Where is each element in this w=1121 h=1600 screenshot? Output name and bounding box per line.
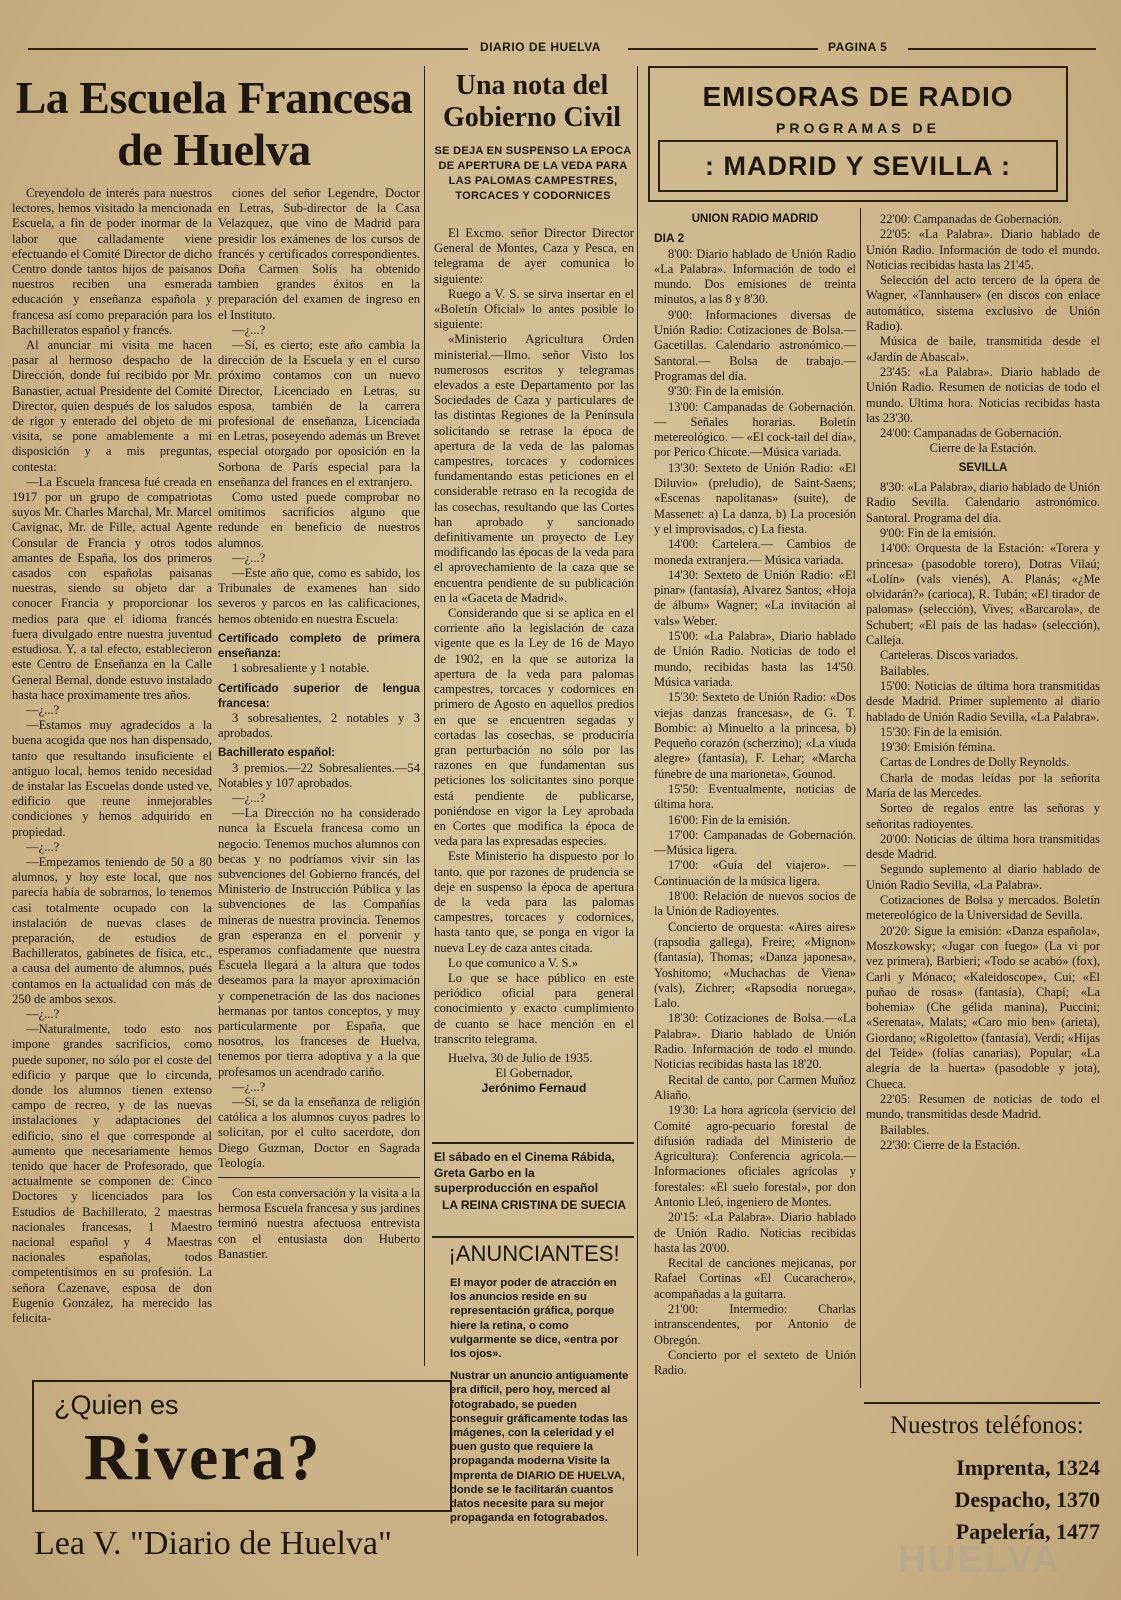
separator xyxy=(218,1177,420,1178)
program-item: Carteleras. Discos variados. xyxy=(880,648,1019,663)
program-item: Segundo suplemento al diario hablado de Unión Radio Sevilla, «La Palabra». xyxy=(866,862,1100,892)
paragraph: —Sí, se da la enseñanza de religión católica a los alumnos cuyos padres lo solicitan, por el culto sacerdote, don Diego Guzman, Doctor en Sagrada Teología. xyxy=(218,1094,420,1170)
paragraph: Al anunciar mi visita me hacen pasar al hermoso despacho de la Dirección, donde fuí recibido por Mr. Banastier, actual Presidente del Comité Director, quien después de los saludos de rigor y enterado del objeto de mi visita, se pone amablemente a mi disposición y a mis preguntas, contesta: xyxy=(12,338,212,474)
column-rule-2 xyxy=(637,66,638,1556)
anunciantes-body xyxy=(450,1276,630,1566)
program-item: 15'30: Sexteto de Unión Radio: «Dos viejas danzas francesas», de G. T. Bombic: a) Minuelto a la princesa, b) Pequeño corazón (scherzino); «La viuda alegre» (fantasía), F. Lehar; «Marcha fúnebre de una marioneta», Gounod. xyxy=(654,690,856,781)
paragraph: —La Escuela francesa fué creada en 1917 por un grupo de compatriotas suyos Mr. Charles Marchal, Mr. Marcel Cavignac, Mr. de Fille, actual Agente Consular de Francia y otros todos amantes de España, los dos primeros casados con españolas paisanas nuestras, siendo su objeto dar a conocer Francia y proporcionar los medios para que el idioma francés fuera divulgado entre nuestra juventud estudiosa. Y, a tal efecto, establecieron este Centro de Enseñanza en la Calle General Bernal, donde estuvo instalado hasta hace proximamente tres años. xyxy=(12,474,212,702)
program-item: 16'00: Fin de la emisión. xyxy=(668,812,791,827)
telefonos-title: Nuestros teléfonos: xyxy=(890,1412,1084,1439)
nota-headline xyxy=(430,70,634,142)
paragraph: El Excmo. señor Director Director General de Montes, Caza y Pesca, en telegrama de ayer comunica lo siguiente: xyxy=(434,226,634,286)
cinema-film-title: LA REINA CRISTINA DE SUECIA xyxy=(441,1198,626,1212)
program-item: 17'00: «Guía del viajero». — Continuación de la música ligera. xyxy=(654,858,856,888)
paragraph: Este Ministerio ha dispuesto por lo tanto, que por razones de prudencia se deje en suspenso la época de apertura de la veda para las palomas campestres, torcaces y codornices, hasta tanto que, se ponga en vigor la nueva Ley de caza antes citada. xyxy=(434,849,634,955)
program-item: 22'05: Resumen de noticias de todo el mundo, transmitidas desde Madrid. xyxy=(866,1091,1100,1122)
program-item: Concierto por el sexteto de Unión Radio. xyxy=(654,1347,856,1378)
program-item: 14'30: Sexteto de Unión Radio: «El pinar» (fantasía), Alvarez Santos; «Hoja de álbum» Wagner; «La invitación al vals» Weber. xyxy=(654,567,856,628)
telefono-imprenta: Imprenta, 1324 xyxy=(956,1455,1100,1480)
paragraph: —Sí, es cierto; este año cambia la dirección de la Escuela y en el curso próximo contamos con un nuevo Director, Licenciado en Letras, su esposa, también de la carrera profesional de enseñanza, Licenciada en Letras, poseyendo además un Brevet especial otorgado por oposición en la Sorbona de París especial para la enseñanza del frances en el extranjero. xyxy=(218,338,420,489)
paragraph: —La Dirección no ha considerado nunca la Escuela francesa como un negocio. Tenemos muchos alumnos con becas y no podríamos vivir sin las subvenciones del Gobierno francés, del Ministerio de Instrucción Pública y las subvenciones de las Compañías mineras de nuestra provincia. Tenemos gran esperanza en el porvenir y esperamos confiadamente que nuestra Escuela llegará a la altura que todos deseamos para la mayor aproximación y compenetración de las dos naciones hermanas por tantos conceptos, y muy particularmente por España, que nosotros, los franceses de Huelva, tenemos por tierra adoptiva y a la que profesamos un acendrado cariño. xyxy=(218,806,420,1079)
paragraph: —Empezamos teniendo de 50 a 80 alumnos, y hoy este local, que nos parecía había de sobrarnos, lo tenemos casi totalmente ocupado con la instalación de nuevas clases de preparación, de estudios de Bachilleratos, gabinetes de física, etc., a causa del aumento de alumnos, pués contamos en la actualidad con más de 250 de ambos sexos. xyxy=(12,854,212,1006)
question-mark-line: —¿...? xyxy=(232,790,266,805)
cert2-result: 3 sobresalientes, 2 notables y 3 aprobados. xyxy=(218,710,420,741)
telefono-despacho: Despacho, 1370 xyxy=(954,1487,1100,1512)
paragraph: Ruego a V. S. se sirva insertar en el «Boletín Oficial» lo antes posible lo siguiente: xyxy=(434,286,634,332)
telefonos-list xyxy=(880,1452,1100,1548)
sevilla-heading: SEVILLA xyxy=(958,461,1008,474)
escuela-column-2 xyxy=(218,186,420,1366)
question-mark-line: —¿...? xyxy=(232,550,266,565)
nota-signer: Jerónimo Fernaud xyxy=(481,1081,587,1096)
escuela-title-line2: de Huelva xyxy=(117,124,311,175)
question-mark-line: —¿...? xyxy=(26,1006,60,1021)
program-item: 22'30: Cierre de la Estación. xyxy=(880,1137,1021,1152)
program-item: 20'00: Noticias de última hora transmitidas desde Madrid. xyxy=(866,831,1100,862)
nota-body xyxy=(434,226,634,1106)
program-item: 21'00: Intermedio: Charlas intranscendentes, por Antonio de Obregón. xyxy=(654,1302,856,1347)
head-rule-right xyxy=(908,48,1096,50)
program-item: 14'00: Cartelera.— Cambios de moneda extranjera.— Música variada. xyxy=(654,537,856,567)
program-item: 20'15: «La Palabra». Diario hablado de Unión Radio. Noticias recibidas hasta las 20'00. xyxy=(654,1210,856,1255)
program-item: 14'00: Orquesta de la Estación: «Torera y princesa» (pasodoble torero), Dotras Vilaú; «Lolín» (vals vienés), A. Planás; «¿Me olvidarán?» (carioca), R. Tubán; «El tirador de palomas» (selección), Vives; «Barcarola», de Schubert; «El país de las hadas» (selección), Calleja. xyxy=(866,541,1100,648)
program-item: Música de baile, transmitida desde el «Jardín de Abascal». xyxy=(866,334,1100,364)
escuela-title-line1: La Escuela Francesa xyxy=(15,72,413,123)
program-item: 22'00: Campanadas de Gobernación. xyxy=(880,212,1062,226)
paragraph: ciones del señor Legendre, Doctor en Letras, Sub-director de la Casa Velazquez, que vino de Madrid para presidir los exámenes de los cursos de francés y certificados correspondientes. Doña Carmen Solís ha obtenido tambien grandes éxitos en la preparación del examen de ingreso en el Instituto. xyxy=(218,186,420,322)
running-head xyxy=(28,38,1096,60)
nota-subtitle: SE DEJA EN SUSPENSO LA EPOCA DE APERTURA DE LA VEDA PARA LAS PALOMAS CAMPESTRES, TORCACES Y CODORNICES xyxy=(434,145,632,202)
paragraph: —Estamos muy agradecidos a la buena acogida que nos han dispensado, tanto que resultando insuficiente el antiguo local, hemos tenido necesidad de instalar las Escuelas donde usted ve, edificio que reune inmejorables condiciones y hemos adquirido en propiedad. xyxy=(12,718,212,839)
dia-heading: DIA 2 xyxy=(654,231,685,246)
program-item: 19'30: Emisión fémina. xyxy=(880,740,996,755)
program-item: 15'30: Fin de la emisión. xyxy=(880,724,1003,739)
escuela-column-1 xyxy=(12,186,212,1366)
rivera-ad xyxy=(32,1380,452,1512)
program-item: 8'30: «La Palabra», diario hablado de Unión Radio Sevilla. Calendario astronómico. Santoral. Programa del día. xyxy=(866,480,1100,525)
nota-signer-role: El Gobernador, xyxy=(495,1066,573,1081)
program-item: 18'00: Relación de nuevos socios de la Unión de Radioyentes. xyxy=(654,889,856,919)
bach-title: Bachillerato español: xyxy=(218,746,336,760)
paragraph: Lo que comunico a V. S.» xyxy=(448,955,579,970)
madrid-heading: UNION RADIO MADRID xyxy=(691,213,819,225)
nota-date: Huelva, 30 de Julio de 1935. xyxy=(448,1050,593,1065)
paragraph: —Naturalmente, todo esto nos impone grandes sacrificios, como puede suponer, no sólo por el coste del edificio y parque que lo circunda, donde los alumnos tienen extenso campo de recreo, y de las nuevas instalaciones y adaptaciones del edificio, sino el que corresponde al aumento que necesariamente hemos tenido que hacer de Profesorado, que actualmente se componen de: Cinco Doctores y licenciados para los Estudios de Bachillerato, 2 maestras nacionales francesas, 1 Maestro nacional español y 4 Maestras nacionales españolas, todos competentísimos en su profesión. La señora Cazenave, esposa de don Eugenio González, ha merecido las felicita- xyxy=(12,1022,212,1326)
program-item: Concierto de orquesta: «Aires aires» (rapsodia gallega), Freire; «Mignon» (fantasía), Thomas; «Danza japonesa», Yoshitomo; «Muchachas de Viena» (vals), Zichrer; «Rapsodia noruega», Lalo. xyxy=(654,919,856,1011)
program-item: Charla de modas leídas por la señorita María de las Mercedes. xyxy=(866,770,1100,800)
anunciantes-title: ¡ANUNCIANTES! xyxy=(448,1241,620,1266)
program-item: 13'30: Sexteto de Unión Radio: «El Diluvio» (preludio), de Saint-Saens; «Escenas napolitanas» (suite), de Massenet: a) La danza, b) La procesión y el improvisados, c) La fiesta. xyxy=(654,460,856,536)
paragraph: «Ministerio Agricultura Orden ministerial.—Ilmo. señor Visto los numerosos escritos y telegramas elevados a este Departamento por las Sociedades de Caza y particulares de las distintas Regiones de la Península solicitando se retrase la época de apertura de la veda de las palomas campestres, torcaces y codornices fundamentando estas peticiones en el considerable retraso en la recogida de las cosechas, resultando que las Cortes han aprobado y sancionado definitivamente un proyecto de Ley modificando las épocas de la veda para el aprovechamiento de la caza que se encuentra pendiente de su publicación en la «Gaceta de Madrid». xyxy=(434,332,634,605)
program-item: 9'00: Fin de la emisión. xyxy=(880,525,997,540)
madrid-program xyxy=(654,212,856,1564)
emisoras-sub: PROGRAMAS DE xyxy=(776,120,940,136)
newspaper-name: DIARIO DE HUELVA xyxy=(480,40,601,54)
anunciantes-p2: Nustrar un anuncio antiguamente era difícil, pero hoy, merced al fotograbado, se pueden conseguir gráficamente todas las imágenes, con la celeridad y el buen gusto que requiere la propaganda moderna Visite la Imprenta de DIARIO DE HUELVA, donde se le facilitarán cuantos datos necesite para su mejor propaganda en fotograbados. xyxy=(450,1370,629,1525)
nota-title: Una nota del Gobierno Civil xyxy=(442,70,622,133)
program-item: 15'00: «La Palabra», Diario hablado de Unión Radio. Noticias de todo el mundo, recibidas hasta las 14'50. Música variada. xyxy=(654,629,856,689)
paragraph: Como usted puede comprobar no omitimos sacrificios alguno que redunde en beneficio de nuestros alumnos. xyxy=(218,490,420,550)
emisoras-box xyxy=(648,66,1068,202)
cert1-title: Certificado completo de primera enseñanza: xyxy=(218,631,420,661)
question-mark-line: —¿...? xyxy=(232,1079,266,1094)
page-number: PAGINA 5 xyxy=(828,40,888,54)
program-item: 15'50: Eventualmente, noticias de última hora. xyxy=(654,781,856,812)
program-item: 15'00: Noticias de última hora transmitidas desde Madrid. Primer suplemento al diario hablado de Unión Radio Sevilla, «La Palabra». xyxy=(866,678,1100,724)
column-rule-1 xyxy=(424,66,425,1366)
separator xyxy=(432,1142,634,1144)
closing-paragraph: Con esta conversación y la visita a la hermosa Escuela francesa y sus jardines terminó nuestra afectuosa entrevista con el entusiasta don Huberto Banastier. xyxy=(218,1186,420,1261)
program-item: 17'00: Campanadas de Gobernación.—Música ligera. xyxy=(654,827,856,858)
paragraph: Considerando que si se aplica en el corriente año la legislación de caza vigente que es la Ley de 16 de Mayo de 1902, en la que se autoriza la apertura de la veda para palomas campestres, torcaces y codornices en primero de Agosto en aquellos predios en que se encuentren segadas y cortadas las cosechas, se produciría gran perturbación no sólo por las razones en que fundamentan sus peticiones los solicitantes sino porque está pendiente de publicarse, poniéndose en vigor la Ley aprobada en Cortes que modifica la época de veda para las expresadas especies. xyxy=(434,606,634,849)
program-item: 22'05: «La Palabra». Diario hablado de Unión Radio. Información de todo el mundo. Noticias recibidas hasta las 21'45. xyxy=(866,227,1100,272)
head-rule-mid xyxy=(628,48,818,50)
program-item: 24'00: Campanadas de Gobernación. xyxy=(880,426,1062,441)
column-rule-3 xyxy=(860,208,861,1388)
program-item: Bailables. xyxy=(880,663,930,678)
archive-watermark: HUELVA xyxy=(898,1539,1061,1581)
program-item: Recital de canto, por Carmen Muñoz Aliaño. xyxy=(654,1072,856,1102)
program-item: 13'00: Campanadas de Gobernación.— Señales horarias. Boletín metereológico. — «El cock-tail del día», por Perico Chicote.—Música variada. xyxy=(654,399,856,460)
program-item: 9'00: Informaciones diversas de Unión Radio: Cotizaciones de Bolsa.—Gacetillas. Calendario astronómico.— Santoral.— Bolsa de trabajo.—Programas del día. xyxy=(654,307,856,383)
program-item: 9'30: Fin de la emisión. xyxy=(668,384,785,399)
program-item: Recital de canciones mejicanas, por Rafael Cortinas «El Cucarachero», acompañadas a la guitarra. xyxy=(654,1256,856,1301)
cert1-result: 1 sobresaliente y 1 notable. xyxy=(232,661,370,676)
program-item: 23'45: «La Palabra». Diario hablado de Unión Radio. Resumen de noticias de todo el mundo. Ultima hora. Noticias recibidas hasta las 23'30. xyxy=(866,364,1100,425)
paragraph: Lo que se hace público en este periódico oficial para general conocimiento y exacto cumplimiento de cuanto se hace mención en el transcrito telegrama. xyxy=(434,970,634,1046)
program-item: 20'20: Sigue la emisión: «Danza española», Moszkowsky; «Jugar con fuego» (La vi por vez primera), Barbieri; «Todo se acabó» (fox), Carli y Mónaco; «Kaleidoscope», Cui; «El puñao de rosas» (fantasía), Chapí; «La bohemia» (Che gélida manina), Puccini; «Serenata», Malats; «Caro mio ben» (arieta), Giordano; «Rigoletto» (fantasía), Verdi; «Hijas del Teide» (folías canarias), Popular; «La alegría de la huerta» (pasodoble y jota), Chueca. xyxy=(866,923,1100,1091)
program-item: Bailables. xyxy=(880,1122,930,1137)
program-item: 18'30: Cotizaciones de Bolsa.—«La Palabra». Diario hablado de Unión Radio. Información de todo el mundo. Noticias recibidas hasta las 18'20. xyxy=(654,1011,856,1072)
program-item: 19'30: La hora agrícola (servicio del Comité agro-pecuario forestal de difusión radiada del Ministerio de Agricultura): Conferencia agrícola.— Informaciones oficiales agrícolas y forestales: «El suelo forestal», por don Antonio Lleó, ingeniero de Montes. xyxy=(654,1103,856,1209)
head-rule-left xyxy=(28,48,468,50)
separator xyxy=(432,1236,634,1238)
bach-result: 3 premios.—22 Sobresalientes.—54 Notables y 107 aprobados. xyxy=(218,760,420,790)
question-mark-line: —¿...? xyxy=(26,839,60,854)
escuela-headline xyxy=(8,72,420,182)
sevilla-program xyxy=(866,212,1100,1398)
rivera-name: Rivera? xyxy=(84,1421,322,1494)
program-item: Cierre de la Estación. xyxy=(929,441,1037,456)
paragraph: —Este año que, como es sabido, los Tribunales de examenes han sido severos y parcos en las calificaciones, hemos obtenido en nuestra Escuela: xyxy=(218,566,420,626)
paragraph: Creyendolo de interés para nuestros lectores, hemos visitado la mencionada Escuela, a fin de poder inormar de la labor que calladamente viene efectuando el Comité Director de dicho Centro donde tantos hijos de paisanos nuestros reciben una esmerada educación y enseñanza española y francesa así como preparación para los Bachilleratos español y francés. xyxy=(12,186,212,337)
rivera-question: ¿Quien es xyxy=(54,1390,179,1420)
program-item: Cartas de Londres de Dolly Reynolds. xyxy=(880,755,1070,770)
telefono-papeleria: Papelería, 1477 xyxy=(955,1519,1100,1544)
program-item: 8'00: Diario hablado de Unión Radio «La Palabra». Información de todo el mundo. Dos emisiones de treinta minutos, a las 8 y 8'30. xyxy=(654,246,856,307)
program-item: Selección del acto tercero de la ópera de Wagner, «Tannhauser» (en discos con enlace automático, sistema exclusivo de Unión Radio). xyxy=(866,273,1100,334)
lea-diario-ad: Lea V. "Diario de Huelva" xyxy=(34,1525,392,1562)
separator xyxy=(864,1402,1100,1404)
emisoras-cities: : MADRID Y SEVILLA : xyxy=(704,151,1012,181)
question-mark-line: —¿...? xyxy=(232,322,266,337)
cities-box xyxy=(658,140,1058,192)
question-mark-line: —¿...? xyxy=(26,702,60,717)
cert2-title: Certificado superior de lengua francesa: xyxy=(218,681,420,710)
program-item: Cotizaciones de Bolsa y mercados. Boletín metereológico de la Universidad de Sevilla. xyxy=(866,893,1100,923)
cinema-notice: El sábado en el Cinema Rábida, Greta Garbo en la superproducción en español xyxy=(434,1150,615,1195)
program-item: Sorteo de regalos entre las señoras y señoritas radioyentes. xyxy=(866,801,1100,831)
emisoras-title: EMISORAS DE RADIO xyxy=(702,81,1014,112)
anunciantes-p1: El mayor poder de atracción en los anuncios reside en su representación gráfica, porque hiere la retina, o como vulgarmente se dice, «entra por los ojos». xyxy=(450,1277,619,1361)
